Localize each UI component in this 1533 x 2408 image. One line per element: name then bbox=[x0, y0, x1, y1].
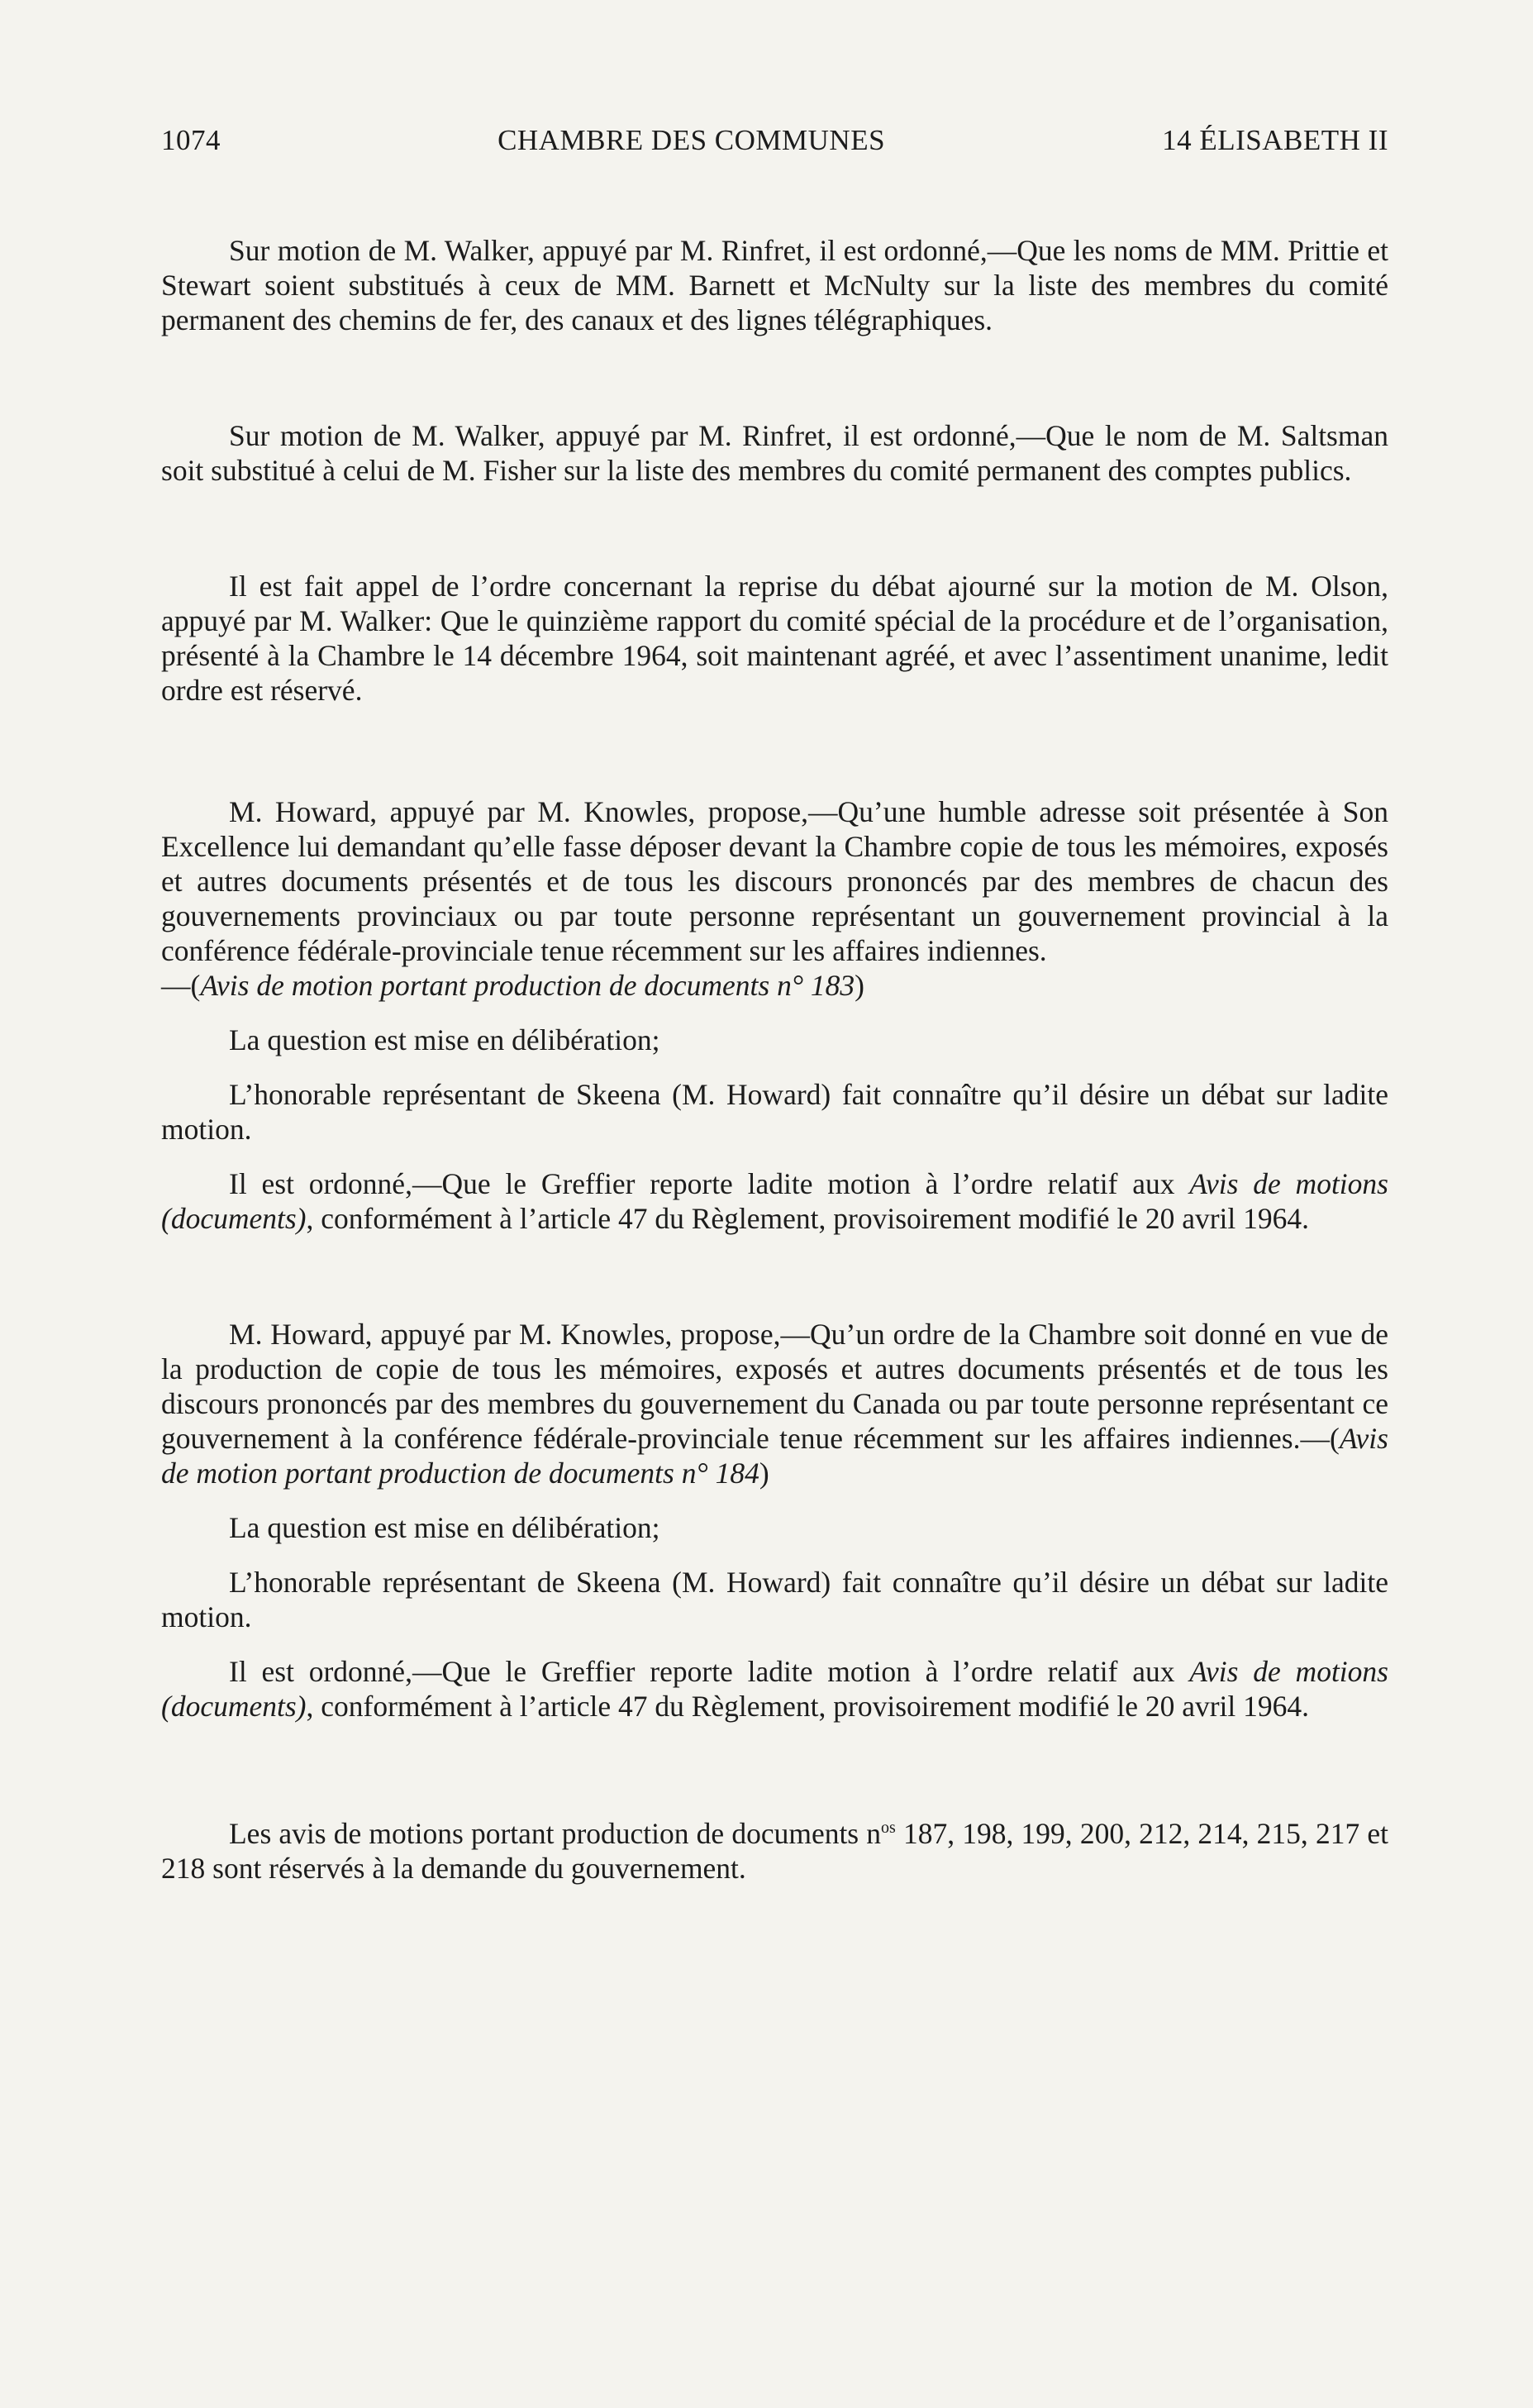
notices-text-a: Les avis de motions portant production de documents n bbox=[229, 1817, 882, 1850]
paragraph-adjourned-debate: Il est fait appel de l’ordre concernant la reprise du débat ajourné sur la motion de M. Olson, appuyé par M. Walker: Que le quinzième rapport du comité spécial de la procédure et de l’organisation, présenté à la Chambre le 14 décembre 1964, soit maintenant agréé, et avec l’assentiment unanime, ledit ordre est réservé. bbox=[161, 570, 1388, 707]
page-header bbox=[161, 124, 1388, 174]
paragraph-committee-substitution-public-accounts: Sur motion de M. Walker, appuyé par M. Rinfret, il est ordonné,—Que le nom de M. Saltsman soit substitué à celui de M. Fisher sur la liste des membres du comité permanent des comptes publics. bbox=[161, 419, 1388, 487]
page-number: 1074 bbox=[161, 124, 221, 156]
motion-184-ref-number: 184 bbox=[715, 1457, 759, 1490]
paragraph-ordered-1 bbox=[161, 1166, 1388, 1236]
paragraph-debate-desired-1: L’honorable représentant de Skeena (M. Howard) fait connaître qu’il désire un débat sur ladite motion. bbox=[161, 1078, 1388, 1146]
journal-body bbox=[161, 233, 1388, 1886]
regnal-year: 14 ÉLISABETH II bbox=[1162, 124, 1388, 156]
motion-183-text: M. Howard, appuyé par M. Knowles, propose,—Qu’une humble adresse soit présentée à Son Excellence lui demandant qu’elle fasse déposer devant la Chambre copie de tous les mémoires, exposés et autres documents présentés et de tous les discours prononcés par des membres de chacun des gouvernements provinciaux ou par toute personne représentant un gouvernement provincial à la conférence fédérale-provinciale tenue récemment sur les affaires indiennes. bbox=[161, 795, 1388, 967]
ordered-2-italic: Avis de motions (documents) bbox=[161, 1655, 1388, 1723]
ordered-1-text-b: , conformément à l’article 47 du Règlement, provisoirement modifié le 20 avril 1964. bbox=[306, 1202, 1310, 1235]
motion-184-text: M. Howard, appuyé par M. Knowles, propose,—Qu’un ordre de la Chambre soit donné en vue de la production de copie de tous les mémoires, exposés et autres documents présentés et de tous les discours prononcés par des membres du gouvernement du Canada ou par toute personne représentant ce gouvernement à la conférence fédérale-provinciale tenue récemment sur les affaires indiennes.—( bbox=[161, 1318, 1388, 1455]
motion-183-ref-number: 183 bbox=[810, 969, 855, 1002]
document-page bbox=[161, 124, 1388, 1886]
motion-183-ref-open: —( bbox=[161, 969, 201, 1002]
paragraph-motion-183 bbox=[161, 794, 1388, 1003]
paragraph-question-put-2: La question est mise en délibération; bbox=[229, 1511, 660, 1544]
motion-184-ref-label: Avis de motion portant production de documents n° bbox=[161, 1422, 1388, 1490]
paragraph-notices-reserved bbox=[161, 1816, 1388, 1886]
notices-superscript: os bbox=[881, 1819, 896, 1838]
notices-text-b: 187, 198, 199, 200, 212, 214, 215, 217 et 218 sont réservés à la demande du gouvernement. bbox=[161, 1817, 1388, 1885]
ordered-2-text-a: Il est ordonné,—Que le Greffier reporte ladite motion à l’ordre relatif aux bbox=[229, 1655, 1190, 1688]
paragraph-motion-184 bbox=[161, 1317, 1388, 1490]
ordered-1-text-a: Il est ordonné,—Que le Greffier reporte ladite motion à l’ordre relatif aux bbox=[229, 1167, 1190, 1200]
motion-184-ref-close: ) bbox=[759, 1457, 769, 1490]
motion-183-ref-label: Avis de motion portant production de documents n° bbox=[200, 969, 811, 1002]
running-title: CHAMBRE DES COMMUNES bbox=[498, 124, 886, 156]
paragraph-committee-substitution-railways: Sur motion de M. Walker, appuyé par M. Rinfret, il est ordonné,—Que les noms de MM. Prittie et Stewart soient substitués à ceux de MM. Barnett et McNulty sur la liste des membres du comité permanent des chemins de fer, des canaux et des lignes télégraphiques. bbox=[161, 234, 1388, 336]
ordered-1-italic: Avis de motions (documents) bbox=[161, 1167, 1388, 1235]
paragraph-ordered-2 bbox=[161, 1654, 1388, 1724]
ordered-2-text-b: , conformément à l’article 47 du Règlement, provisoirement modifié le 20 avril 1964. bbox=[306, 1690, 1310, 1723]
motion-183-ref-close: ) bbox=[855, 969, 864, 1002]
paragraph-question-put-1: La question est mise en délibération; bbox=[229, 1023, 660, 1056]
paragraph-debate-desired-2: L’honorable représentant de Skeena (M. Howard) fait connaître qu’il désire un débat sur ladite motion. bbox=[161, 1566, 1388, 1633]
